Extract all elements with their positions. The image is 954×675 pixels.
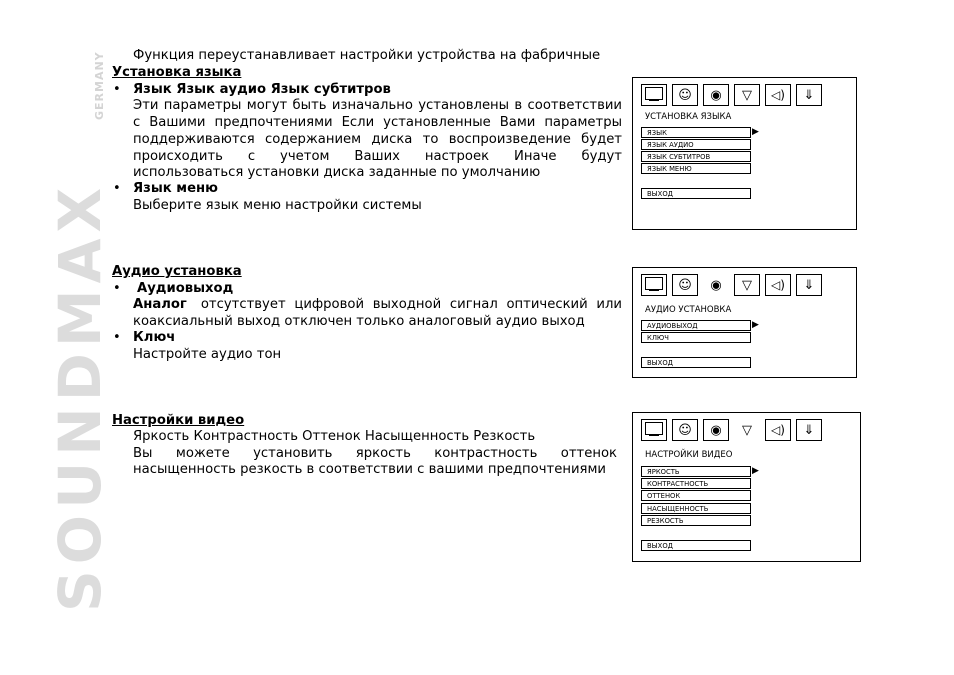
language-line: происходить с учетом Ваших настроек Иначе будут [133,149,622,164]
preference-icon[interactable]: ⇓ [796,274,822,296]
person-icon[interactable]: ☺ [672,419,698,441]
audio-bullet1-title: Аудиовыход [137,281,234,296]
menu-panel-video [632,412,861,562]
speaker-icon[interactable]: ◁) [765,84,791,106]
disc-icon[interactable]: ◉ [703,419,729,441]
icon-bar [641,274,822,296]
brand-watermark [46,42,114,612]
person-icon[interactable]: ☺ [672,274,698,296]
selection-arrow-icon: ▶ [752,466,759,476]
bullet-dot: • [113,181,121,196]
language-line: использоваться установки диска заданные по умолчанию [133,165,541,180]
language-bullet1-title: Язык Язык аудио Язык субтитров [133,82,391,97]
menu-panel-language [632,77,857,230]
person-icon[interactable]: ☺ [672,84,698,106]
language-bullet2-title: Язык меню [133,181,218,196]
menu-item-audio-out[interactable]: АУДИОВЫХОД [641,320,751,331]
disc-icon[interactable]: ◉ [710,277,722,293]
menu-item-exit[interactable]: ВЫХОД [641,357,751,368]
brand-logo: SOUNDMAX [46,181,114,612]
selection-arrow-icon: ▶ [752,320,759,330]
monitor-icon[interactable] [641,84,667,106]
monitor-icon[interactable] [641,419,667,441]
menu-icon[interactable]: ▽ [734,274,760,296]
menu-item-key[interactable]: КЛЮЧ [641,332,751,343]
audio-bullet2-text: Настройте аудио тон [133,347,282,362]
speaker-icon[interactable]: ◁) [765,274,791,296]
menu-icon[interactable]: ▽ [742,422,752,438]
video-line3: насыщенность резкость в соответствии с вашими предпочтениями [133,462,606,477]
menu-panel-audio [632,267,857,378]
bullet-dot: • [113,82,121,97]
analog-label: Аналог [133,297,187,312]
bullet-dot: • [113,281,121,296]
language-bullet2-text: Выберите язык меню настройки системы [133,198,422,213]
selection-arrow-icon: ▶ [752,127,759,137]
language-line: Эти параметры могут быть изначально установлены в соответствии [133,98,622,113]
monitor-icon[interactable] [641,274,667,296]
video-heading: Настройки видео [112,413,245,428]
speaker-icon[interactable]: ◁) [765,419,791,441]
analog-text: отсутствует цифровой выходной сигнал оптический или [200,297,622,312]
panel-title: УСТАНОВКА ЯЗЫКА [645,112,732,122]
icon-bar [641,419,822,441]
audio-analog-line2: коаксиальный выход отключен только аналоговый аудио выход [133,314,585,329]
menu-item-audio-language[interactable]: ЯЗЫК АУДИО [641,139,751,150]
language-heading: Установка языка [112,65,242,80]
preference-icon[interactable]: ⇓ [796,84,822,106]
menu-item-saturation[interactable]: НАСЫЩЕННОСТЬ [641,503,751,514]
menu-item-brightness[interactable]: ЯРКОСТЬ [641,466,751,477]
video-line1: Яркость Контрастность Оттенок Насыщенность Резкость [133,429,536,444]
menu-item-sharpness[interactable]: РЕЗКОСТЬ [641,515,751,526]
menu-item-language[interactable]: ЯЗЫК [641,127,751,138]
menu-item-contrast[interactable]: КОНТРАСТНОСТЬ [641,478,751,489]
panel-title: НАСТРОЙКИ ВИДЕО [645,450,733,460]
bullet-dot: • [113,330,121,345]
language-line: поддерживаются содержанием диска то воспроизведение будет [133,132,622,147]
menu-item-menu-language[interactable]: ЯЗЫК МЕНЮ [641,163,751,174]
menu-item-subtitle-language[interactable]: ЯЗЫК СУБТИТРОВ [641,151,751,162]
audio-analog-line [133,297,622,314]
audio-heading: Аудио установка [112,264,242,279]
icon-bar [641,84,822,106]
menu-item-hue[interactable]: ОТТЕНОК [641,490,751,501]
intro-text: Функция переустанавливает настройки устройства на фабричные [133,48,601,63]
language-line: с Вашими предпочтениями Если установленные Вами параметры [133,115,622,130]
brand-sub: GERMANY [93,51,106,120]
audio-bullet2-title: Ключ [133,330,176,345]
disc-icon[interactable]: ◉ [703,84,729,106]
panel-title: АУДИО УСТАНОВКА [645,305,732,315]
menu-item-exit[interactable]: ВЫХОД [641,540,751,551]
menu-item-exit[interactable]: ВЫХОД [641,188,751,199]
preference-icon[interactable]: ⇓ [796,419,822,441]
menu-icon[interactable]: ▽ [734,84,760,106]
video-line2: Вы можете установить яркость контрастность оттенок [133,446,617,461]
